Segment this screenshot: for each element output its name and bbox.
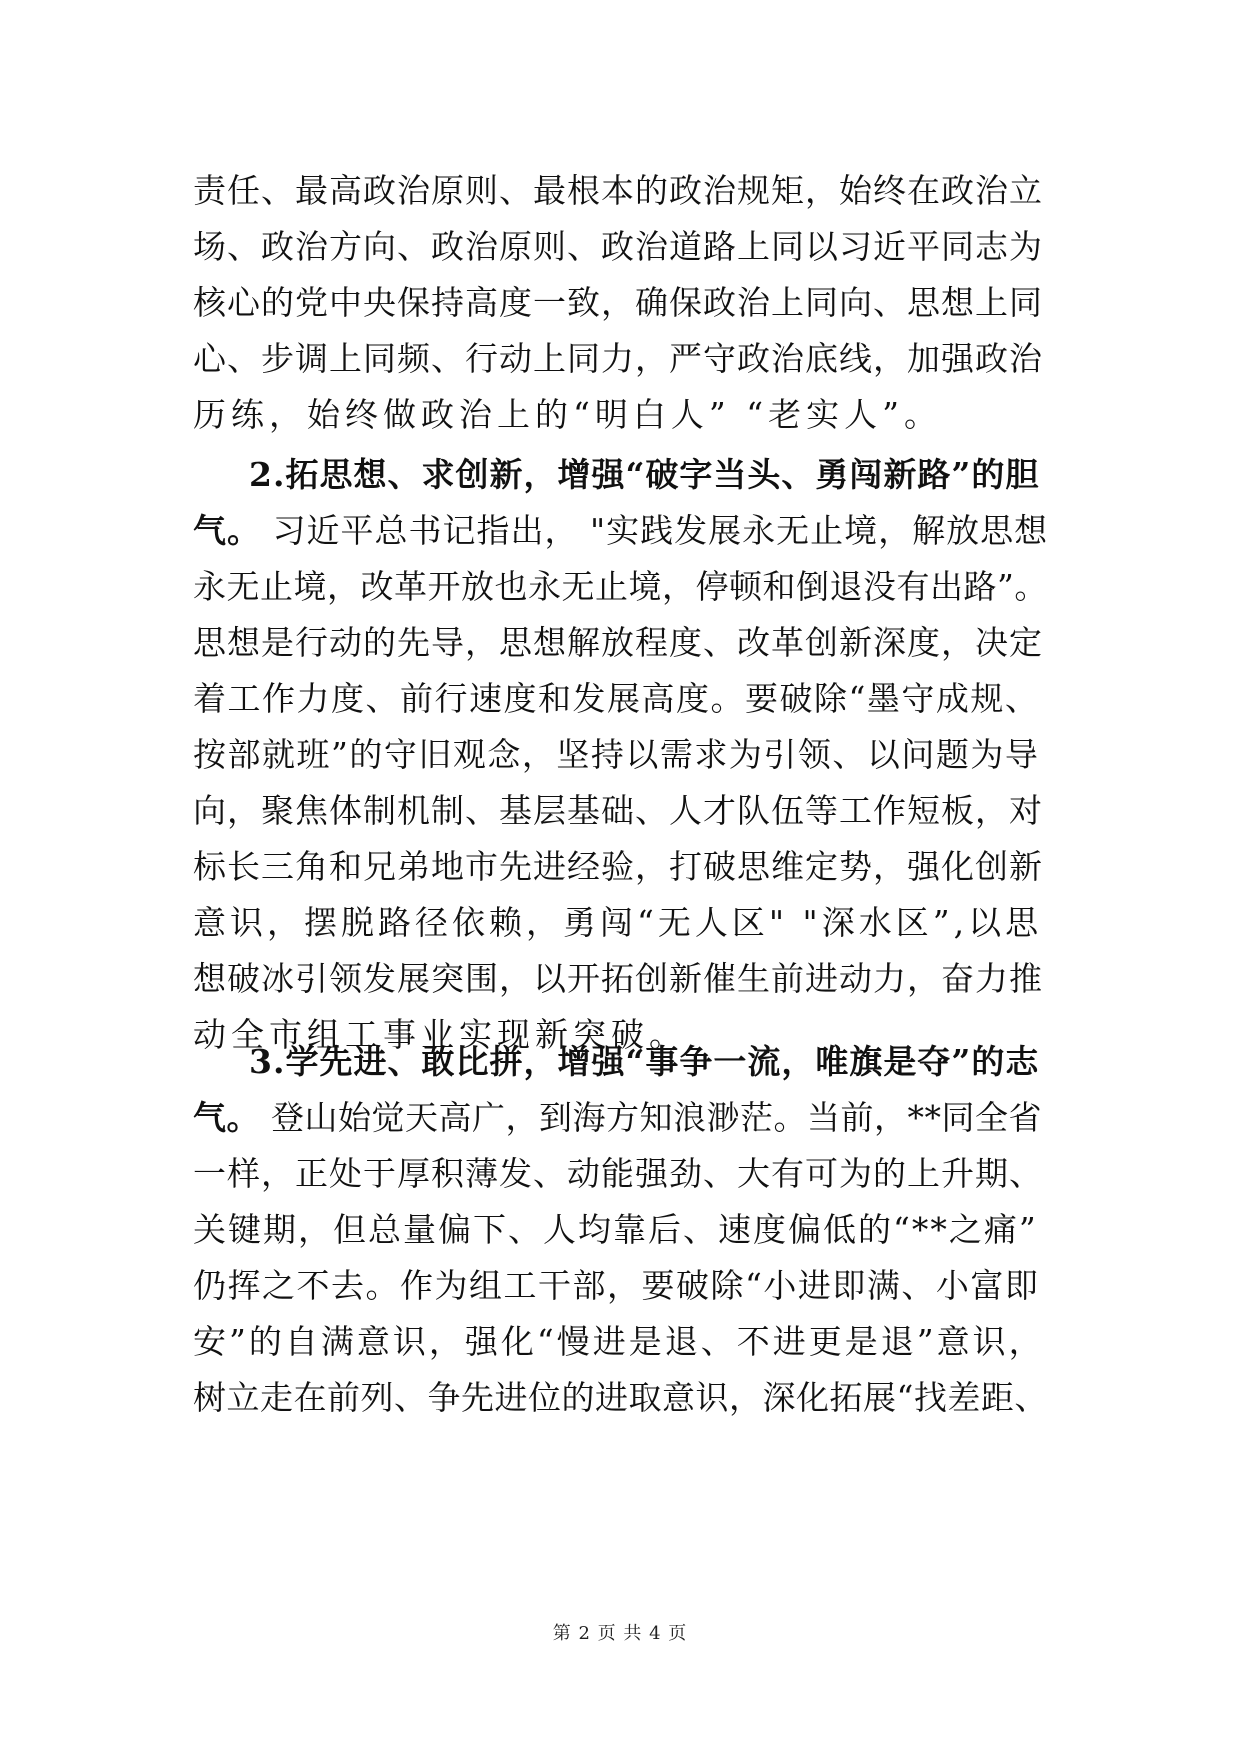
- paragraph-line: 历练，始终做政治上的“明白人” “老实人”。: [193, 395, 942, 434]
- paragraph-line: 场、政治方向、政治原则、政治道路上同以习近平同志为: [193, 227, 1043, 266]
- paragraph-line: 想破冰引领发展突围，以开拓创新催生前进动力，奋力推: [193, 959, 1043, 998]
- paragraph-3: [193, 1034, 1048, 1426]
- paragraph-line: 一样，正处于厚积薄发、动能强劲、大有可为的上升期、: [193, 1154, 1043, 1193]
- paragraph-line: 着工作力度、前行速度和发展高度。要破除“墨守成规、: [193, 679, 1040, 718]
- paragraph-line: 核心的党中央保持高度一致，确保政治上同向、思想上同: [193, 283, 1043, 322]
- paragraph-line: 仍挥之不去。作为组工干部，要破除“小进即满、小富即: [193, 1266, 1040, 1305]
- paragraph-1: [193, 163, 1048, 443]
- heading-continuation-line: [193, 503, 1048, 559]
- section-heading: 2.拓思想、求创新，增强“破字当头、勇闯新路”的胆: [249, 455, 1040, 494]
- paragraph-line: 动全市组工事业实现新突破。: [193, 1015, 687, 1054]
- paragraph-line: 永无止境，改革开放也永无止境，停顿和倒退没有出路”。: [193, 567, 1048, 606]
- section-heading: 3.学先进、敢比拼，增强“事争一流，唯旗是夺”的志: [249, 1042, 1040, 1081]
- paragraph-2: [193, 447, 1048, 1063]
- paragraph-line: 树立走在前列、争先进位的进取意识，深化拓展“找差距、: [193, 1378, 1048, 1417]
- paragraph-line: 意识，摆脱路径依赖，勇闯“无人区" "深水区”,以思: [193, 903, 1043, 942]
- paragraph-line: 关键期，但总量偏下、人均靠后、速度偏低的“**之痛”: [193, 1210, 1038, 1249]
- paragraph-line: 心、步调上同频、行动上同力，严守政治底线，加强政治: [193, 339, 1043, 378]
- paragraph-line: 标长三角和兄弟地市先进经验，打破思维定势，强化创新: [193, 847, 1043, 886]
- paragraph-line: 思想是行动的先导，思想解放程度、改革创新深度，决定: [193, 623, 1043, 662]
- paragraph-line: 向，聚焦体制机制、基层基础、人才队伍等工作短板，对: [193, 791, 1043, 830]
- heading-end: 气。: [193, 1098, 260, 1137]
- body-start: 登山始觉天高广，到海方知浪渺茫。当前，**同全省: [260, 1098, 1042, 1137]
- paragraph-line: 责任、最高政治原则、最根本的政治规矩，始终在政治立: [193, 171, 1043, 210]
- page-number-footer: 第 2 页 共 4 页: [552, 1623, 688, 1644]
- body-start: 习近平总书记指出， "实践发展永无止境，解放思想: [261, 511, 1049, 550]
- heading-end: 气。: [193, 511, 261, 550]
- heading-continuation-line: [193, 1090, 1048, 1146]
- paragraph-line: 安”的自满意识，强化“慢进是退、不进更是退”意识，: [193, 1322, 1045, 1361]
- paragraph-line: 按部就班”的守旧观念，坚持以需求为引领、以问题为导: [193, 735, 1040, 774]
